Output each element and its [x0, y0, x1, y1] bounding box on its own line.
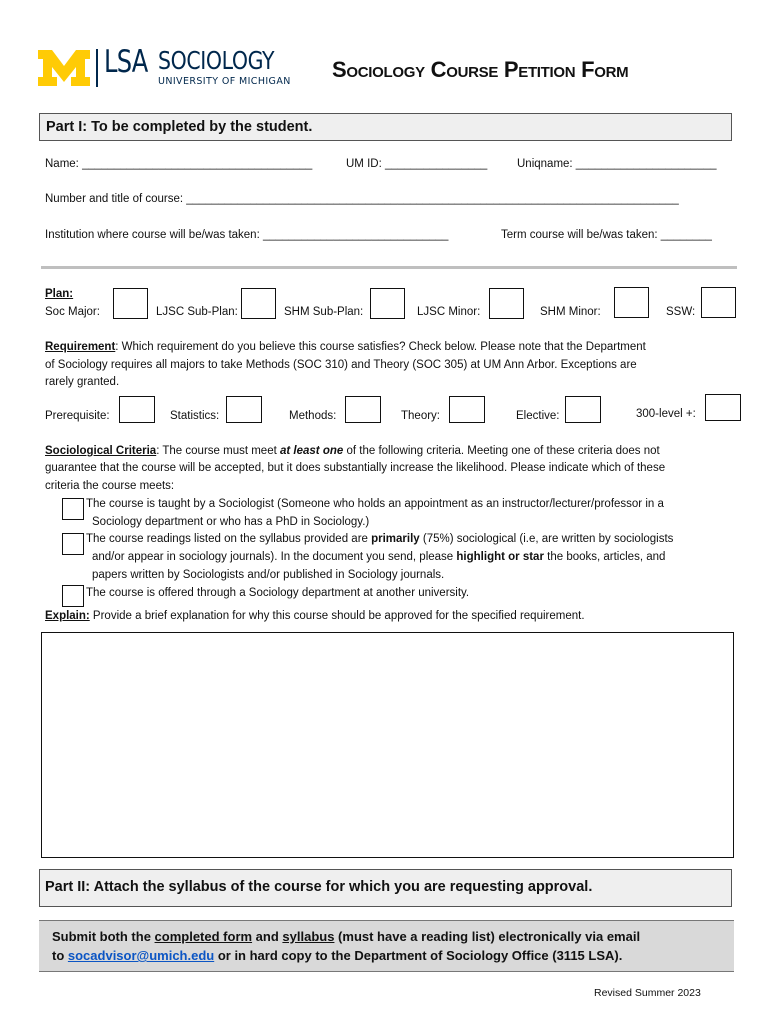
requirement-line-2: of Sociology requires all majors to take Methods (SOC 310) and Theory (SOC 305) at UM Ann Arbor. Exceptions are [45, 359, 637, 371]
elective-checkbox[interactable] [565, 396, 601, 423]
part2-heading: Part II: Attach the syllabus of the course for which you are requesting approval. [45, 879, 593, 895]
criterion-1-line-2: Sociology department or who has a PhD in Sociology.) [92, 516, 370, 528]
theory-label: Theory: [401, 410, 440, 422]
submit-syllabus: syllabus [282, 929, 335, 944]
um-block-m-logo [38, 50, 90, 91]
explain-text: Provide a brief explanation for why this course should be approved for the specified requirement. [89, 610, 585, 622]
criteria-line-2: guarantee that the course will be accepted, but it does substantially increase the likelihood. Please indicate which of these [45, 462, 666, 474]
criterion-2-highlight: highlight or star [456, 551, 544, 563]
criteria-line-3: criteria the course meets: [45, 480, 175, 492]
institution-field[interactable]: Institution where course will be/was taken: _____________________________ [45, 229, 449, 241]
ljsc-minor-label: LJSC Minor: [417, 306, 481, 318]
shm-minor-label: SHM Minor: [540, 306, 601, 318]
submit-text-5: (must have a reading list) electronically via email [334, 929, 641, 944]
requirement-heading: Requirement [45, 341, 116, 353]
theory-checkbox[interactable] [449, 396, 485, 423]
submit-instructions [52, 927, 640, 965]
shm-subplan-label: SHM Sub-Plan: [284, 306, 364, 318]
criterion-sociologist-checkbox[interactable] [62, 498, 84, 520]
methods-checkbox[interactable] [345, 396, 381, 423]
uniqname-field[interactable]: Uniqname: ______________________ [517, 158, 717, 170]
term-field[interactable]: Term course will be/was taken: ________ [501, 229, 712, 241]
ssw-label: SSW: [666, 306, 696, 318]
logo-lsa-text: LSA [104, 44, 148, 80]
submit-completed-form: completed form [154, 929, 253, 944]
criterion-department-checkbox[interactable] [62, 585, 84, 607]
criteria-text-a: : The course must meet [156, 445, 280, 457]
submit-line-2 [52, 946, 640, 965]
criterion-2-text-a: The course readings listed on the syllabus provided are [86, 533, 372, 545]
methods-label: Methods: [289, 410, 337, 422]
ljsc-subplan-checkbox[interactable] [241, 288, 276, 319]
requirement-line-3: rarely granted. [45, 376, 120, 388]
ljsc-subplan-label: LJSC Sub-Plan: [156, 306, 238, 318]
submit-line-1 [52, 927, 640, 946]
criterion-2-emphasis: primarily [371, 533, 420, 545]
criterion-readings-checkbox[interactable] [62, 533, 84, 555]
course-field[interactable]: Number and title of course: _____________________________________________________________________________ [45, 193, 679, 205]
criteria-text-b: of the following criteria. Meeting one of these criteria does not [343, 445, 660, 457]
name-field[interactable]: Name: ____________________________________ [45, 158, 313, 170]
submit-text-1: Submit both the [52, 929, 155, 944]
email-link[interactable]: socadvisor@umich.edu [67, 948, 215, 963]
level300-label: 300-level +: [636, 408, 696, 420]
logo-divider [96, 49, 98, 87]
criterion-2-text-b: (75%) sociological (i.e, are written by sociologists [419, 533, 674, 545]
logo-department-text: SOCIOLOGY [158, 46, 275, 75]
criterion-2-text-c: and/or appear in sociology journals). In the document you send, please [92, 551, 457, 563]
part2-header-box [39, 869, 732, 907]
submit-text-3: and [252, 929, 283, 944]
statistics-label: Statistics: [170, 410, 220, 422]
criteria-heading: Sociological Criteria [45, 445, 157, 457]
umid-field[interactable]: UM ID: ________________ [346, 158, 488, 170]
form-title: Sociology Course Petition Form [332, 57, 629, 82]
level300-checkbox[interactable] [705, 394, 741, 421]
part1-header-box [39, 113, 732, 141]
prerequisite-label: Prerequisite: [45, 410, 110, 422]
criterion-2-line-2 [92, 548, 665, 566]
logo-university-text: UNIVERSITY OF MICHIGAN [158, 76, 291, 87]
submit-text-6: to [52, 948, 68, 963]
criterion-2-line-1 [86, 530, 673, 548]
ljsc-minor-checkbox[interactable] [489, 288, 524, 319]
explain-line [45, 607, 585, 625]
requirement-line-1 [45, 338, 646, 356]
soc-major-checkbox[interactable] [113, 288, 148, 319]
criteria-emphasis: at least one [280, 445, 344, 457]
statistics-checkbox[interactable] [226, 396, 262, 423]
requirement-text-1: : Which requirement do you believe this course satisfies? Check below. Please note that the Department [115, 341, 646, 353]
elective-label: Elective: [516, 410, 560, 422]
criterion-1-line-1: The course is taught by a Sociologist (Someone who holds an appointment as an instructor/lecturer/professor in a [86, 498, 664, 510]
soc-major-label: Soc Major: [45, 306, 100, 318]
plan-heading: Plan: [45, 288, 74, 300]
criteria-line-1 [45, 442, 660, 460]
explain-heading: Explain: [45, 610, 90, 622]
criterion-3-line-1: The course is offered through a Sociology department at another university. [86, 587, 470, 599]
shm-minor-checkbox[interactable] [614, 287, 649, 318]
explanation-textarea[interactable] [41, 632, 734, 858]
criterion-2-line-3: papers written by Sociologists and/or published in Sociology journals. [92, 569, 445, 581]
criterion-2-text-d: the books, articles, and [543, 551, 666, 563]
submit-text-7: or in hard copy to the Department of Sociology Office (3115 LSA). [214, 948, 623, 963]
revision-date: Revised Summer 2023 [594, 987, 701, 999]
part1-heading: Part I: To be completed by the student. [46, 119, 313, 135]
prerequisite-checkbox[interactable] [119, 396, 155, 423]
shm-subplan-checkbox[interactable] [370, 288, 405, 319]
section-divider [41, 266, 737, 269]
ssw-checkbox[interactable] [701, 287, 736, 318]
